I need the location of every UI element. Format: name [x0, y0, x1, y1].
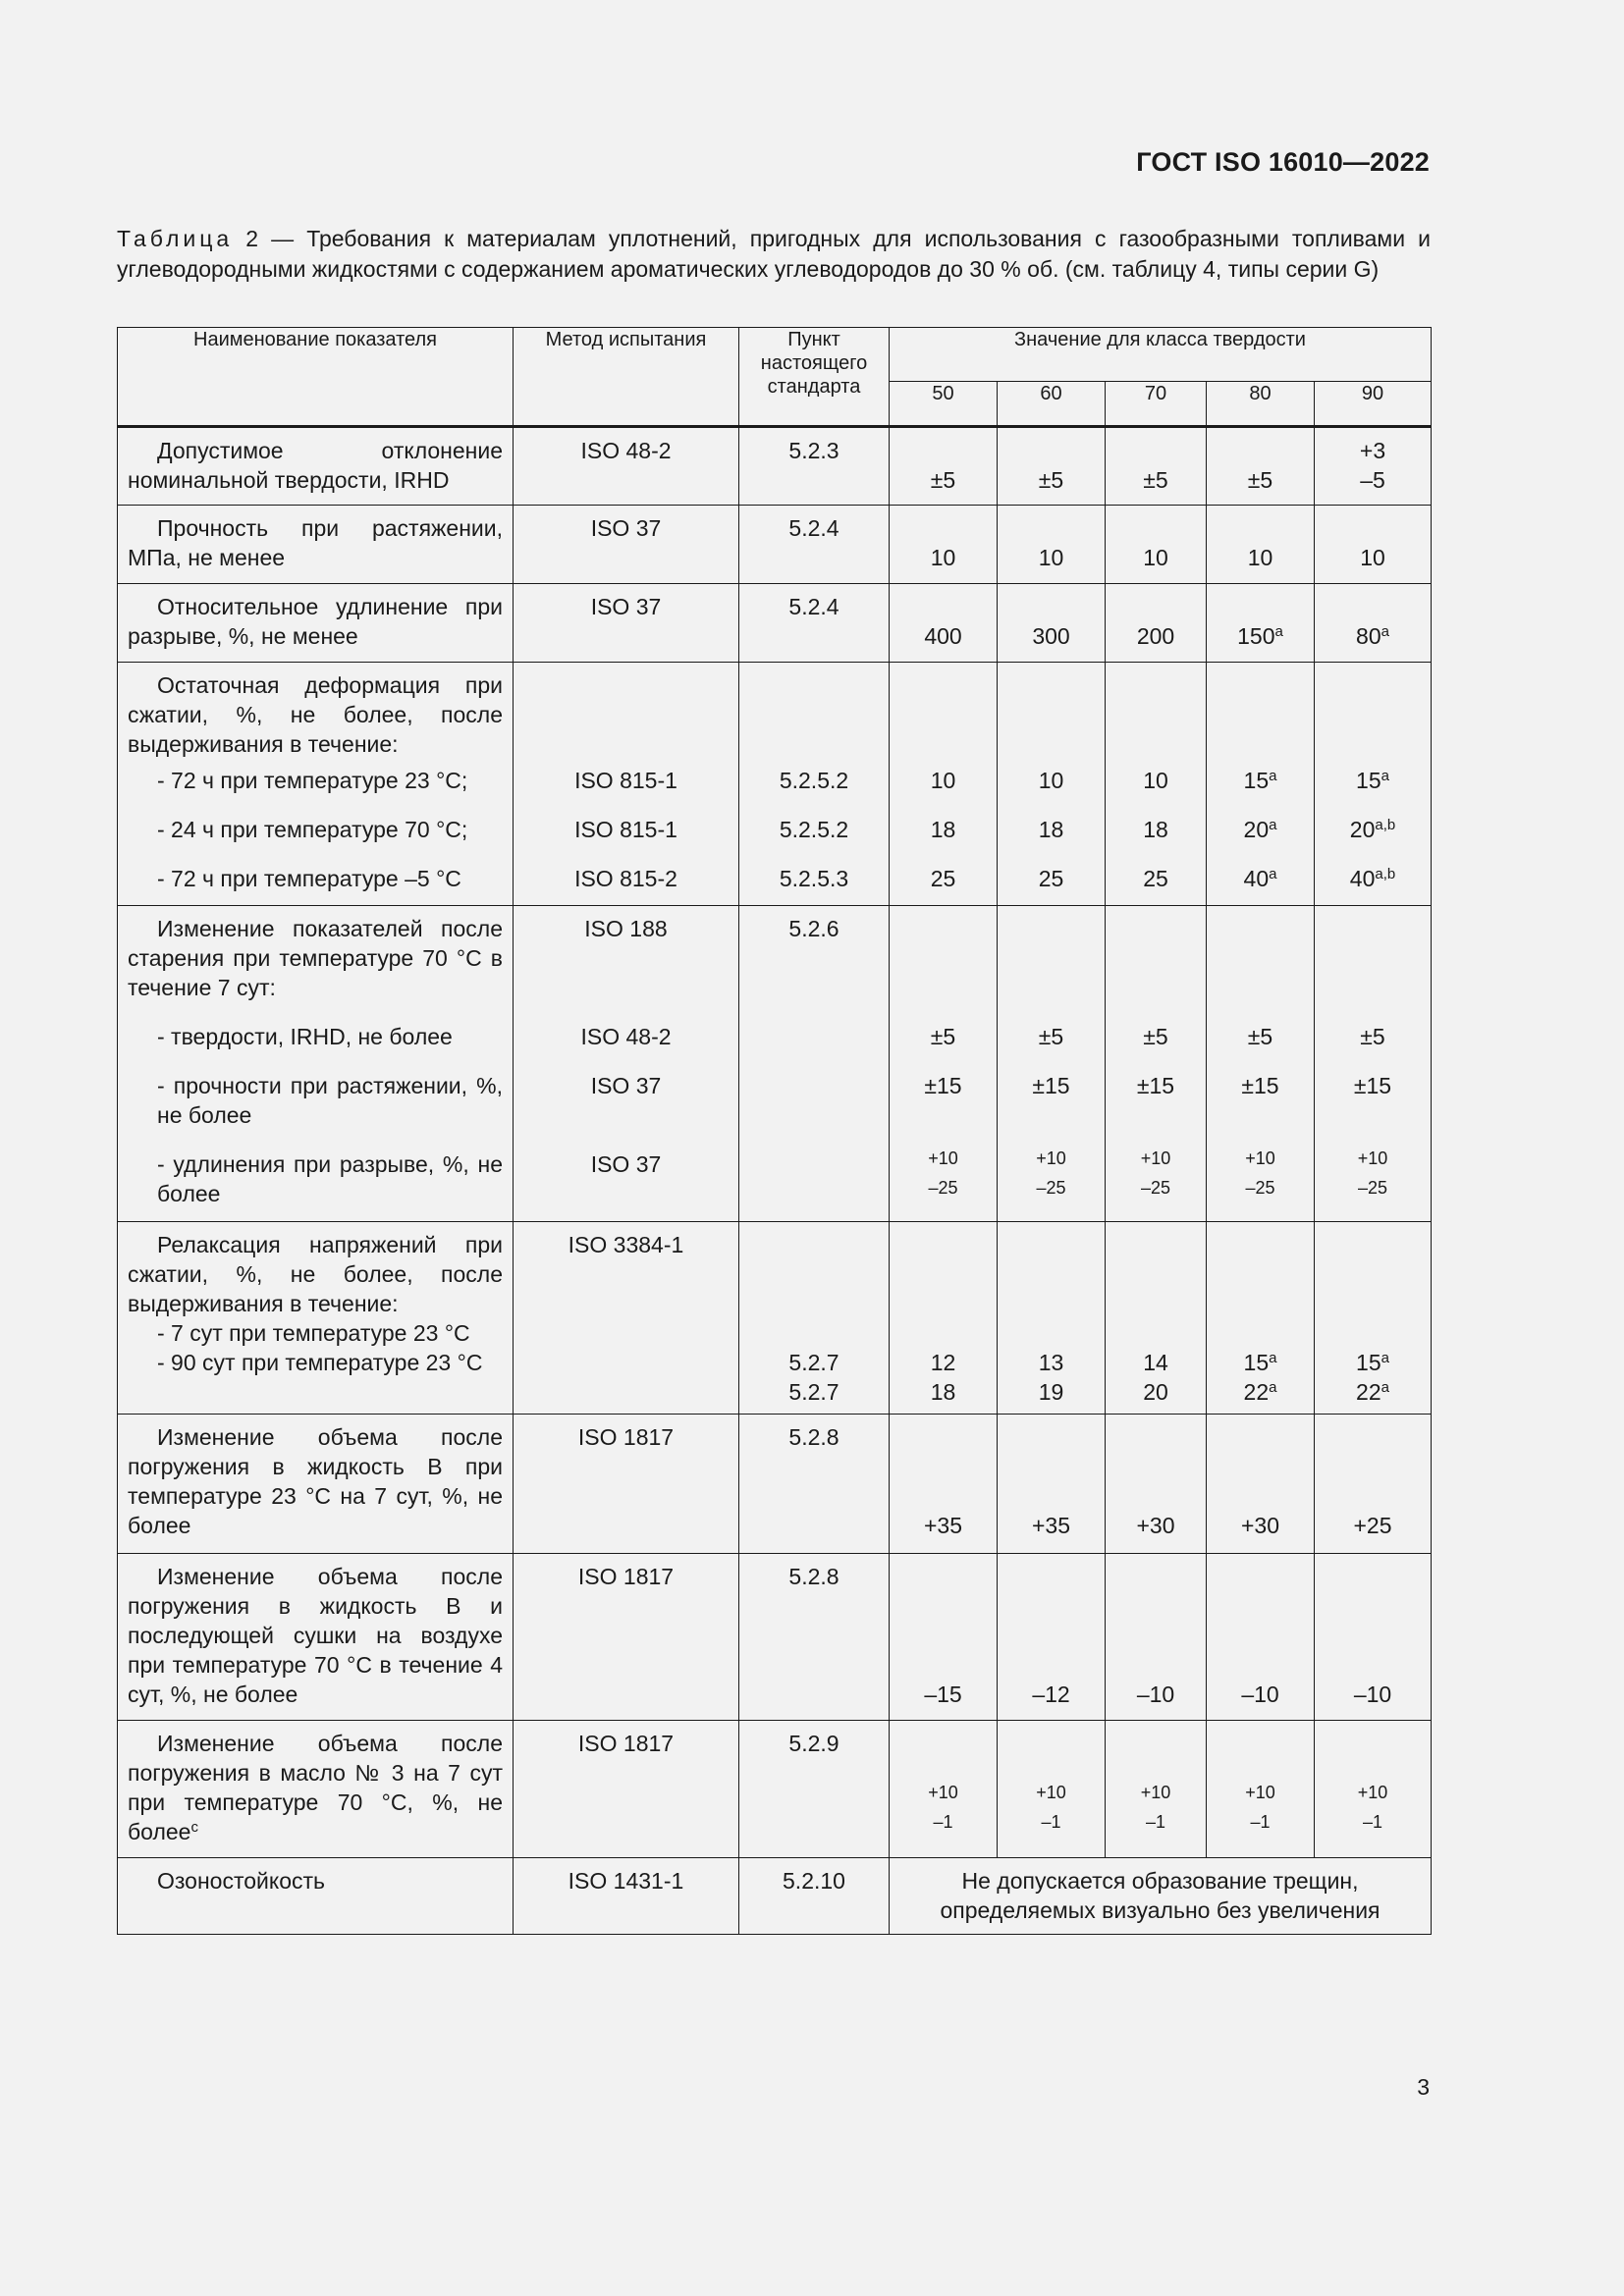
value-cell: 25 — [1143, 866, 1168, 891]
page-number: 3 — [1417, 2074, 1430, 2100]
value-cell: 400 — [924, 623, 962, 649]
value-cell: ±5 — [1038, 1024, 1064, 1049]
value-cell-lower: –25 — [1140, 1178, 1171, 1198]
sub-method: ISO 37 — [590, 1151, 662, 1177]
footnote-mark: a,b — [1375, 866, 1396, 882]
value-cell-upper: +10 — [1036, 1148, 1066, 1168]
value-cell: 15$^a$ — [1243, 1350, 1277, 1375]
value-cell-lower: –1 — [1362, 1812, 1383, 1832]
table-caption — [117, 224, 1431, 285]
row-method: ISO 37 — [590, 594, 662, 619]
row-name: Изменение объема после погружения в масло № 3 на 7 сут при температуре 70 °C, %, не более$^c$ — [128, 1731, 503, 1844]
value-cell: 12 — [930, 1350, 956, 1375]
sub-clause: 5.2.7 — [788, 1350, 839, 1375]
value-cell: 20 — [1143, 1379, 1168, 1405]
sub-method: ISO 48-2 — [580, 1024, 672, 1049]
value-cell: ±15 — [1353, 1073, 1392, 1098]
row-clause: 5.2.6 — [788, 916, 839, 941]
footnote-mark: a — [1380, 1350, 1389, 1366]
sub-label: - 24 ч при температуре 70 °C; — [157, 817, 468, 842]
row-method: ISO 1817 — [577, 1424, 675, 1450]
value-cell: 19 — [1038, 1379, 1064, 1405]
table-row — [118, 1554, 1432, 1721]
row-name: Относительное удлинение при разрыве, %, не менее — [128, 594, 503, 649]
footnote-mark: a — [1269, 1350, 1277, 1366]
sub-label: - удлинения при разрыве, %, не более — [157, 1151, 503, 1206]
header-class-80: 80 — [1207, 382, 1315, 427]
value-cell: 40$^{a,b}$ — [1349, 866, 1396, 891]
value-cell: +30 — [1240, 1513, 1279, 1538]
value-cell: ±5 — [1247, 467, 1273, 493]
row-clause: 5.2.9 — [788, 1731, 839, 1756]
value-cell: 10 — [1038, 545, 1064, 570]
value-cell-upper: +10 — [1245, 1783, 1275, 1802]
footnote-mark: a — [1274, 623, 1283, 640]
value-cell: 25 — [930, 866, 956, 891]
footnote-mark: a — [1380, 623, 1389, 640]
footnote-mark: a — [1380, 768, 1389, 784]
sub-label: - 90 сут при температуре 23 °C — [157, 1350, 483, 1375]
value-cell-upper: +10 — [928, 1148, 958, 1168]
sub-label: - 72 ч при температуре –5 °C — [157, 866, 461, 891]
value-cell: 150$^a$ — [1237, 623, 1283, 649]
sub-label: - 7 сут при температуре 23 °C — [157, 1320, 470, 1346]
header-method: Метод испытания — [514, 328, 739, 427]
sub-method: ISO 37 — [590, 1073, 662, 1098]
row-name: Допустимое отклонение номинальной твердости, IRHD — [128, 438, 503, 493]
value-cell: ±5 — [930, 467, 956, 493]
value-cell: –10 — [1136, 1682, 1175, 1707]
value-cell: –12 — [1032, 1682, 1070, 1707]
value-cell: 22$^a$ — [1243, 1379, 1277, 1405]
value-cell-lower: –1 — [933, 1812, 953, 1832]
value-cell-upper: +10 — [1245, 1148, 1275, 1168]
footnote-mark: a — [1269, 768, 1277, 784]
sub-clause: 5.2.5.3 — [779, 866, 849, 891]
table-row — [118, 1721, 1432, 1858]
value-cell: 13 — [1038, 1350, 1064, 1375]
value-cell-upper: +10 — [1036, 1783, 1066, 1802]
value-cell: 18 — [1143, 817, 1168, 842]
caption-number: 2 — [245, 226, 259, 251]
header-class-90: 90 — [1315, 382, 1432, 427]
row-clause: 5.2.4 — [788, 515, 839, 541]
value-cell: 10 — [930, 545, 956, 570]
value-cell: ±5 — [1143, 1024, 1168, 1049]
value-cell: 15$^a$ — [1356, 1350, 1389, 1375]
row-name: Изменение показателей после старения при температуре 70 °C в течение 7 сут: — [128, 916, 503, 1000]
requirements-table — [117, 327, 1432, 1935]
row-name: Прочность при растяжении, МПа, не менее — [128, 515, 503, 570]
table-row — [118, 427, 1432, 506]
value-cell-upper: +10 — [928, 1783, 958, 1802]
sub-clause: 5.2.7 — [788, 1379, 839, 1405]
value-cell: +25 — [1353, 1513, 1392, 1538]
value-cell-upper: +10 — [1357, 1148, 1388, 1168]
sub-method: ISO 815-1 — [574, 768, 677, 793]
table-row — [118, 1415, 1432, 1554]
header-class-60: 60 — [998, 382, 1106, 427]
table-row — [118, 1858, 1432, 1935]
header-class-70: 70 — [1106, 382, 1207, 427]
value-cell: +35 — [1031, 1513, 1070, 1538]
table-row — [118, 906, 1432, 1222]
footnote-mark: a,b — [1375, 817, 1396, 833]
value-cell-upper: +10 — [1140, 1783, 1171, 1802]
sub-clause: 5.2.5.2 — [779, 768, 849, 793]
header-clause: Пункт настоящего стандарта — [739, 328, 890, 427]
value-cell: 10 — [1143, 768, 1168, 793]
row-method: ISO 1431-1 — [568, 1868, 684, 1894]
header-name: Наименование показателя — [118, 328, 514, 427]
value-cell: –10 — [1353, 1682, 1392, 1707]
footnote-mark: a — [1269, 1379, 1277, 1396]
row-clause: 5.2.3 — [788, 438, 839, 463]
value-cell: 22$^a$ — [1356, 1379, 1389, 1405]
row-method: ISO 188 — [584, 916, 668, 941]
value-cell-lower: –1 — [1145, 1812, 1166, 1832]
value-cell: ±15 — [1032, 1073, 1070, 1098]
footnote-mark: c — [190, 1819, 198, 1836]
value-cell: –15 — [924, 1682, 962, 1707]
row-method: ISO 37 — [590, 515, 662, 541]
sub-method: ISO 815-1 — [574, 817, 677, 842]
value-cell: 18 — [930, 1379, 956, 1405]
row-method: ISO 3384-1 — [568, 1232, 684, 1257]
row-name: Изменение объема после погружения в жидкость B и последующей сушки на воздухе при температуре 70 °C в течение 4 сут, %, не более — [128, 1564, 503, 1707]
row-name: Остаточная деформация при сжатии, %, не более, после выдерживания в течение: — [128, 672, 503, 757]
caption-label: Таблица — [117, 226, 234, 251]
value-cell-lower: –25 — [928, 1178, 958, 1198]
row-clause: 5.2.8 — [788, 1424, 839, 1450]
value-cell: 10 — [1360, 545, 1385, 570]
row-name: Релаксация напряжений при сжатии, %, не более, после выдерживания в течение: — [128, 1232, 503, 1316]
value-cell: 14 — [1143, 1350, 1168, 1375]
sub-label: - твердости, IRHD, не более — [157, 1024, 453, 1049]
row-name: Озоностойкость — [157, 1868, 326, 1894]
row-name: Изменение объема после погружения в жидкость B при температуре 23 °C на 7 сут, %, не более — [128, 1424, 503, 1538]
value-cell: ±5 — [1143, 467, 1168, 493]
row-method: ISO 1817 — [577, 1731, 675, 1756]
sub-label: - 72 ч при температуре 23 °C; — [157, 768, 468, 793]
value-cell: 15$^a$ — [1243, 768, 1277, 793]
value-cell: ±5 — [930, 1024, 956, 1049]
table-row — [118, 584, 1432, 663]
value-cell: ±5 — [1247, 1024, 1273, 1049]
value-cell: 10 — [1038, 768, 1064, 793]
value-cell: 18 — [930, 817, 956, 842]
table-row — [118, 1222, 1432, 1415]
footnote-mark: a — [1269, 817, 1277, 833]
table-row — [118, 506, 1432, 584]
value-cell: –10 — [1241, 1682, 1279, 1707]
value-cell: 80$^a$ — [1356, 623, 1389, 649]
document-code: ГОСТ ISO 16010—2022 — [1136, 147, 1430, 177]
row-method: ISO 1817 — [577, 1564, 675, 1589]
ozone-requirement: Не допускается образование трещин, определяемых визуально без увеличения — [940, 1868, 1380, 1923]
value-cell: 300 — [1032, 623, 1070, 649]
value-cell-lower: –1 — [1250, 1812, 1271, 1832]
value-cell: ±5 — [1360, 1024, 1385, 1049]
header-class-50: 50 — [890, 382, 998, 427]
value-cell: ±15 — [1136, 1073, 1175, 1098]
row-clause: 5.2.8 — [788, 1564, 839, 1589]
value-cell: 20$^a$ — [1243, 817, 1277, 842]
sub-label: - прочности при растяжении, %, не более — [157, 1073, 503, 1128]
row-clause: 5.2.10 — [783, 1868, 845, 1894]
value-cell-lower: –5 — [1360, 467, 1385, 493]
value-cell: ±15 — [1241, 1073, 1279, 1098]
sub-method: ISO 815-2 — [574, 866, 677, 891]
value-cell: 18 — [1038, 817, 1064, 842]
value-cell: 25 — [1038, 866, 1064, 891]
value-cell-lower: –25 — [1036, 1178, 1066, 1198]
value-cell-lower: –25 — [1245, 1178, 1275, 1198]
sub-clause: 5.2.5.2 — [779, 817, 849, 842]
caption-text: — Требования к материалам уплотнений, пригодных для использования с газообразными топливами и углеводородными жидкостями с содержанием ароматических углеводородов до 30 % об. (см. таблицу 4, типы серии G) — [117, 226, 1432, 282]
value-cell: 200 — [1136, 623, 1175, 649]
footnote-mark: a — [1269, 866, 1277, 882]
value-cell: ±5 — [1038, 467, 1064, 493]
table-row — [118, 663, 1432, 906]
value-cell-lower: –25 — [1357, 1178, 1388, 1198]
value-cell: 10 — [930, 768, 956, 793]
footnote-mark: a — [1380, 1379, 1389, 1396]
value-cell: +30 — [1136, 1513, 1175, 1538]
value-cell-upper: +10 — [1140, 1148, 1171, 1168]
value-cell-upper: +3 — [1359, 438, 1386, 463]
value-cell: 10 — [1247, 545, 1273, 570]
value-cell: 15$^a$ — [1356, 768, 1389, 793]
header-value-group: Значение для класса твердости — [890, 328, 1432, 382]
value-cell: 40$^a$ — [1243, 866, 1277, 891]
value-cell: ±15 — [924, 1073, 962, 1098]
row-clause: 5.2.4 — [788, 594, 839, 619]
value-cell-lower: –1 — [1041, 1812, 1061, 1832]
value-cell: 20$^{a,b}$ — [1349, 817, 1396, 842]
value-cell: +35 — [923, 1513, 962, 1538]
row-method: ISO 48-2 — [580, 438, 672, 463]
value-cell-upper: +10 — [1357, 1783, 1388, 1802]
value-cell: 10 — [1143, 545, 1168, 570]
